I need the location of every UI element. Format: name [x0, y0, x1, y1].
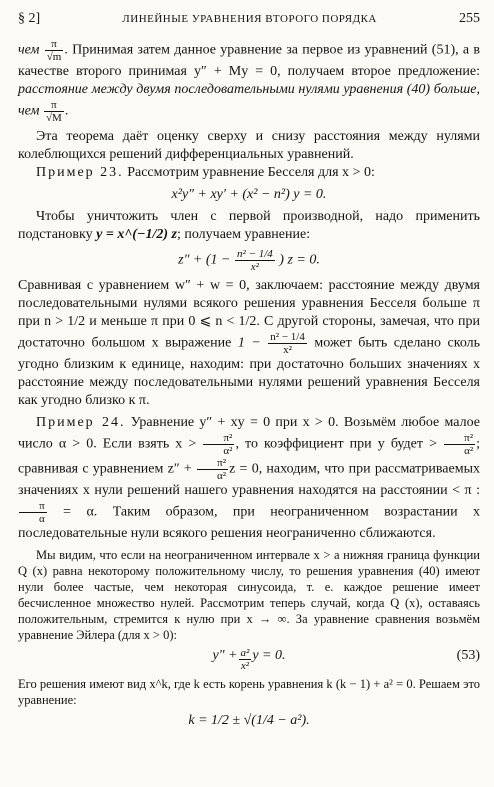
equation-z — [18, 248, 480, 273]
frac-den: √M — [45, 112, 62, 124]
frac-den: x² — [283, 344, 292, 356]
theorem-statement: расстояние между двумя последовательными нулями уравнения (40) больше, чем — [18, 82, 480, 119]
equation-bessel: x²y″ + xy′ + (x² − n²) y = 0. — [171, 187, 327, 202]
frac-num: π — [45, 38, 64, 51]
frac-den: x² — [240, 660, 249, 672]
expr-pre: 1 − — [237, 335, 261, 351]
fraction-pi2-a2 — [203, 432, 234, 457]
text-p4: Сравнивая с уравнением w″ + w = 0, заключаем: расстояние между двумя последовательными нулями всякого решения уравнения Бесселя больше π при n > 1/2 и меньше π при 0 ⩽ n < 1/2. С другой стороны, замечая, что при достаточно большом x выражение — [18, 278, 480, 351]
example-24 — [18, 414, 480, 543]
fraction-a2-x2 — [239, 647, 252, 672]
fraction-n — [235, 248, 275, 273]
eq-z-right: ) z = 0. — [279, 252, 320, 268]
example-label: Пример 24. — [36, 415, 126, 430]
frac-num: π² — [197, 457, 228, 470]
fraction-expr — [268, 331, 307, 356]
section-mark: § 2] — [18, 11, 41, 26]
text-ex24-end: = α. Таким образом, при неограниченном возрастании x последовательные нули всякого решения неограниченно сближаются. — [18, 504, 481, 541]
frac-num: n² − 1/4 — [237, 248, 273, 260]
equation-number: (53) — [456, 648, 480, 663]
frac-den: α² — [223, 445, 233, 457]
frac-den: α — [39, 513, 45, 525]
text-p1-end: . — [64, 103, 69, 119]
paragraph-2: Эта теорема даёт оценку сверху и снизу расстояния между нулями колеблющихся решений дифференциальных уравнений. — [18, 129, 480, 162]
example-text: Рассмотрим уравнение Бесселя для x > 0: — [127, 165, 375, 180]
page-header — [18, 10, 480, 28]
frac-num: π² — [444, 432, 475, 445]
paragraph-1 — [18, 38, 480, 124]
fraction-pi-sqrt-m — [45, 38, 64, 63]
frac-num: π² — [203, 432, 234, 445]
frac-den: α² — [464, 445, 474, 457]
frac-den: α² — [217, 470, 227, 482]
text-ex24-mid3: z = 0, находим, что при рассматриваемых значениях x нули решений нашего уравнения находятся на расстоянии < π : — [18, 461, 481, 498]
paragraph-5: Мы видим, что если на неограниченном интервале x > a нижняя граница функции Q (x) равна некоторому положительному числу, то решения уравнения (40) имеют нули более частые, чем некоторая синусоида, т. е. каждое решение имеет бесчисленное множество нулей. Рассмотрим теперь случай, когда Q (x), оставаясь положительным, стремится к нулю при x → ∞. За уравнение сравнения возьмём уравнение Эйлера (для x > 0): — [18, 548, 480, 642]
text-p4-end: может быть сделано сколь угодно близким к единице, находим: при достаточно больших значениях x расстояние между последовательными нулями решений уравнения Бесселя как угодно близко к π. — [18, 335, 481, 408]
running-title: ЛИНЕЙНЫЕ УРАВНЕНИЯ ВТОРОГО ПОРЯДКА — [122, 13, 377, 25]
equation-k: k = 1/2 ± √(1/4 − a²). — [188, 713, 310, 728]
fraction-pi-a — [19, 500, 47, 525]
paragraph-3 — [18, 208, 480, 244]
frac-num: π — [19, 500, 47, 513]
frac-den: x² — [250, 261, 259, 273]
text-chem: чем — [18, 42, 40, 58]
frac-num: π — [44, 99, 64, 112]
paragraph-4 — [18, 277, 480, 410]
equation-53 — [18, 647, 480, 672]
fraction-pi-sqrt-M — [44, 99, 64, 124]
text-p3: Чтобы уничтожить член с первой производной, надо применить подстановку — [18, 209, 480, 242]
fraction-pi2-a2-b — [444, 432, 475, 457]
text-ex24: Уравнение y″ + xy = 0 при x > 0. Возьмём любое малое число α > 0. Если взять x > — [18, 415, 480, 452]
fraction-pi2-a2-c — [197, 457, 228, 482]
eq53-right: y = 0. — [252, 648, 286, 663]
example-23 — [18, 164, 480, 182]
text-p1: . Принимая затем данное уравнение за первое из уравнений (51), а в качестве второго принимая y″ + My = 0, получаем второе предложение: — [18, 42, 480, 79]
paragraph-6: Его решения имеют вид x^k, где k есть корень уравнения k (k − 1) + a² = 0. Решаем это уравнение: — [18, 677, 480, 707]
frac-den: √m — [46, 51, 62, 63]
substitution: y = x^(−1/2) z — [96, 227, 177, 242]
text-ex24-mid2: ; сравнивая с уравнением z″ + — [18, 436, 481, 477]
eq-z-left: z″ + (1 − — [178, 252, 231, 268]
text-p3-end: ; получаем уравнение: — [176, 227, 311, 242]
example-label: Пример 23. — [36, 165, 124, 180]
page-number: 255 — [458, 11, 480, 26]
eq53-left: y″ + — [212, 648, 238, 663]
frac-num: n² − 1/4 — [270, 331, 305, 343]
text-ex24-mid: , то коэффициент при y будет > — [235, 436, 437, 452]
frac-num: a² — [240, 647, 250, 659]
